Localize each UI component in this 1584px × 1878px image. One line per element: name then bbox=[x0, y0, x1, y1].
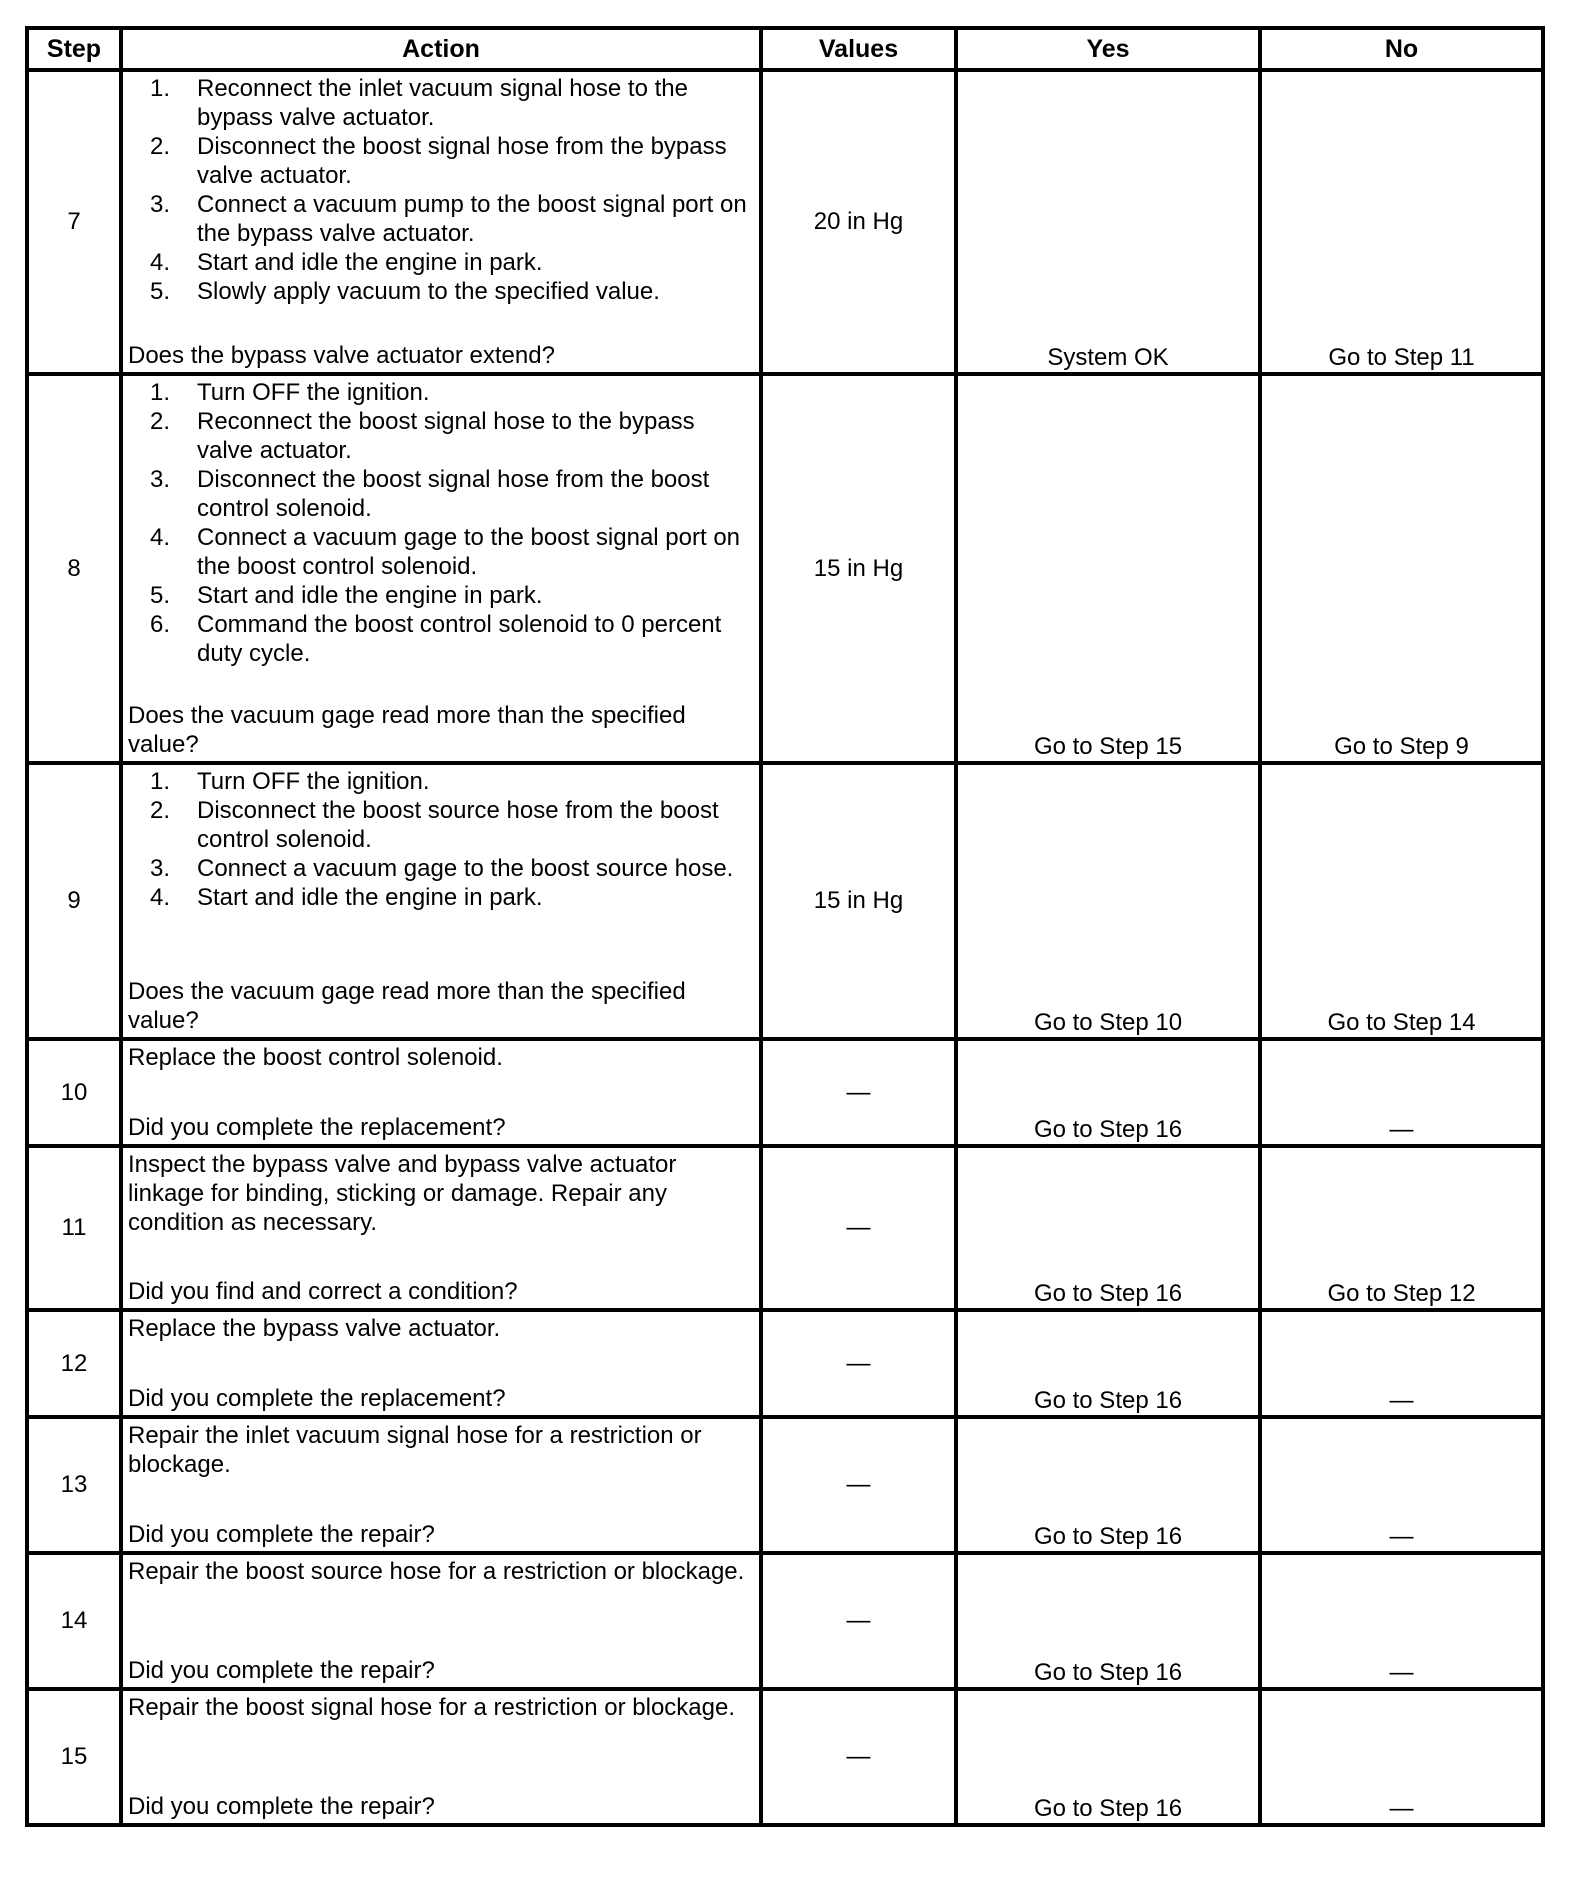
action-cell bbox=[121, 1146, 761, 1310]
action-content bbox=[123, 765, 759, 1037]
procedure-list bbox=[128, 378, 755, 668]
action-content bbox=[123, 72, 759, 372]
procedure-item: 2. Disconnect the boost source hose from the boost control solenoid. bbox=[128, 796, 755, 854]
values-cell: — bbox=[761, 1553, 956, 1689]
action-text: Replace the boost control solenoid. bbox=[128, 1044, 503, 1071]
procedure-list bbox=[128, 767, 755, 912]
yes-cell: Go to Step 16 bbox=[956, 1039, 1260, 1146]
action-cell bbox=[121, 70, 761, 374]
values-cell: — bbox=[761, 1146, 956, 1310]
procedure-item-text: Reconnect the boost signal hose to the bypass valve actuator. bbox=[197, 408, 695, 464]
procedure-item: 3. Connect a vacuum gage to the boost source hose. bbox=[128, 854, 755, 883]
procedure-item: 3. Connect a vacuum pump to the boost signal port on the bypass valve actuator. bbox=[128, 190, 755, 248]
yes-cell: Go to Step 16 bbox=[956, 1146, 1260, 1310]
step-number: 7 bbox=[27, 70, 121, 374]
procedure-item: 5. Slowly apply vacuum to the specified value. bbox=[128, 277, 755, 306]
step-number: 12 bbox=[27, 1310, 121, 1417]
action-text: Repair the boost source hose for a restriction or blockage. bbox=[128, 1558, 745, 1585]
no-cell: Go to Step 14 bbox=[1260, 763, 1543, 1039]
action-content bbox=[123, 1148, 759, 1308]
action-cell bbox=[121, 1553, 761, 1689]
step-number: 10 bbox=[27, 1039, 121, 1146]
step-number: 8 bbox=[27, 374, 121, 763]
table-row bbox=[27, 1146, 1543, 1310]
procedure-item-text: Start and idle the engine in park. bbox=[197, 249, 543, 276]
procedure-item-text: Connect a vacuum gage to the boost source hose. bbox=[197, 855, 734, 882]
yes-cell: Go to Step 16 bbox=[956, 1553, 1260, 1689]
procedure-item: 1. Reconnect the inlet vacuum signal hose to the bypass valve actuator. bbox=[128, 74, 755, 132]
action-content bbox=[123, 376, 759, 761]
no-cell: — bbox=[1260, 1553, 1543, 1689]
procedure-item: 3. Disconnect the boost signal hose from the boost control solenoid. bbox=[128, 465, 755, 523]
procedure-item: 2. Disconnect the boost signal hose from the bypass valve actuator. bbox=[128, 132, 755, 190]
procedure-item-text: Connect a vacuum pump to the boost signal port on the bypass valve actuator. bbox=[197, 191, 747, 247]
procedure-item-text: Disconnect the boost signal hose from the boost control solenoid. bbox=[197, 466, 710, 522]
action-text: Repair the inlet vacuum signal hose for a restriction or blockage. bbox=[128, 1422, 702, 1478]
action-content bbox=[123, 1312, 759, 1415]
step-number: 13 bbox=[27, 1417, 121, 1553]
values-cell: 15 in Hg bbox=[761, 763, 956, 1039]
no-cell: — bbox=[1260, 1417, 1543, 1553]
values-cell: 15 in Hg bbox=[761, 374, 956, 763]
values-cell: — bbox=[761, 1689, 956, 1825]
header-action: Action bbox=[121, 28, 761, 70]
procedure-item: 4. Start and idle the engine in park. bbox=[128, 248, 755, 277]
values-cell: — bbox=[761, 1417, 956, 1553]
procedure-item: 1. Turn OFF the ignition. bbox=[128, 378, 755, 407]
action-text: Replace the bypass valve actuator. bbox=[128, 1315, 501, 1342]
yes-cell: Go to Step 16 bbox=[956, 1417, 1260, 1553]
action-cell bbox=[121, 1689, 761, 1825]
yes-cell: Go to Step 16 bbox=[956, 1689, 1260, 1825]
action-cell bbox=[121, 763, 761, 1039]
procedure-item-text: Connect a vacuum gage to the boost signal port on the boost control solenoid. bbox=[197, 524, 741, 580]
procedure-item-text: Disconnect the boost source hose from the boost control solenoid. bbox=[197, 797, 719, 853]
no-cell: — bbox=[1260, 1689, 1543, 1825]
action-question: Did you complete the replacement? bbox=[128, 1114, 506, 1141]
values-cell: — bbox=[761, 1039, 956, 1146]
action-question: Does the vacuum gage read more than the specified value? bbox=[128, 702, 686, 758]
procedure-item: 6. Command the boost control solenoid to 0 percent duty cycle. bbox=[128, 610, 755, 668]
values-cell: 20 in Hg bbox=[761, 70, 956, 374]
table-row bbox=[27, 70, 1543, 374]
action-content bbox=[123, 1419, 759, 1551]
action-question: Did you complete the repair? bbox=[128, 1521, 435, 1548]
action-cell bbox=[121, 1039, 761, 1146]
action-text: Repair the boost signal hose for a restriction or blockage. bbox=[128, 1694, 735, 1721]
values-cell: — bbox=[761, 1310, 956, 1417]
procedure-item: 4. Start and idle the engine in park. bbox=[128, 883, 755, 912]
action-text: Inspect the bypass valve and bypass valve actuator linkage for binding, sticking or damage. Repair any condition as necessary. bbox=[128, 1151, 677, 1236]
action-question: Did you complete the repair? bbox=[128, 1657, 435, 1684]
no-cell: — bbox=[1260, 1039, 1543, 1146]
yes-cell: Go to Step 15 bbox=[956, 374, 1260, 763]
procedure-item-text: Command the boost control solenoid to 0 percent duty cycle. bbox=[197, 611, 722, 667]
table-row bbox=[27, 763, 1543, 1039]
step-number: 11 bbox=[27, 1146, 121, 1310]
table-row bbox=[27, 374, 1543, 763]
step-number: 14 bbox=[27, 1553, 121, 1689]
table-row bbox=[27, 1417, 1543, 1553]
procedure-item-text: Turn OFF the ignition. bbox=[197, 379, 430, 406]
no-cell: Go to Step 12 bbox=[1260, 1146, 1543, 1310]
table-row bbox=[27, 1689, 1543, 1825]
action-cell bbox=[121, 1310, 761, 1417]
diagnostic-table bbox=[25, 26, 1545, 1827]
procedure-item-text: Turn OFF the ignition. bbox=[197, 768, 430, 795]
procedure-item-text: Disconnect the boost signal hose from the bypass valve actuator. bbox=[197, 133, 727, 189]
action-question: Does the bypass valve actuator extend? bbox=[128, 342, 555, 369]
action-content bbox=[123, 1041, 759, 1144]
procedure-item: 4. Connect a vacuum gage to the boost signal port on the boost control solenoid. bbox=[128, 523, 755, 581]
action-question: Does the vacuum gage read more than the specified value? bbox=[128, 978, 686, 1034]
procedure-item-text: Start and idle the engine in park. bbox=[197, 582, 543, 609]
no-cell: Go to Step 11 bbox=[1260, 70, 1543, 374]
action-cell bbox=[121, 1417, 761, 1553]
yes-cell: Go to Step 10 bbox=[956, 763, 1260, 1039]
yes-cell: Go to Step 16 bbox=[956, 1310, 1260, 1417]
no-cell: — bbox=[1260, 1310, 1543, 1417]
procedure-list bbox=[128, 74, 755, 306]
yes-cell: System OK bbox=[956, 70, 1260, 374]
procedure-item-text: Slowly apply vacuum to the specified value. bbox=[197, 278, 660, 305]
procedure-item-text: Reconnect the inlet vacuum signal hose to the bypass valve actuator. bbox=[197, 75, 688, 131]
action-question: Did you complete the repair? bbox=[128, 1793, 435, 1820]
header-yes: Yes bbox=[956, 28, 1260, 70]
no-cell: Go to Step 9 bbox=[1260, 374, 1543, 763]
action-question: Did you find and correct a condition? bbox=[128, 1278, 518, 1305]
procedure-item: 1. Turn OFF the ignition. bbox=[128, 767, 755, 796]
header-step: Step bbox=[27, 28, 121, 70]
table-row bbox=[27, 1310, 1543, 1417]
header-no: No bbox=[1260, 28, 1543, 70]
step-number: 15 bbox=[27, 1689, 121, 1825]
header-values: Values bbox=[761, 28, 956, 70]
step-number: 9 bbox=[27, 763, 121, 1039]
action-content bbox=[123, 1555, 759, 1687]
table-row bbox=[27, 1039, 1543, 1146]
header-row bbox=[27, 28, 1543, 70]
procedure-item-text: Start and idle the engine in park. bbox=[197, 884, 543, 911]
procedure-item: 2. Reconnect the boost signal hose to the bypass valve actuator. bbox=[128, 407, 755, 465]
table-row bbox=[27, 1553, 1543, 1689]
action-question: Did you complete the replacement? bbox=[128, 1385, 506, 1412]
action-content bbox=[123, 1691, 759, 1823]
action-cell bbox=[121, 374, 761, 763]
procedure-item: 5. Start and idle the engine in park. bbox=[128, 581, 755, 610]
